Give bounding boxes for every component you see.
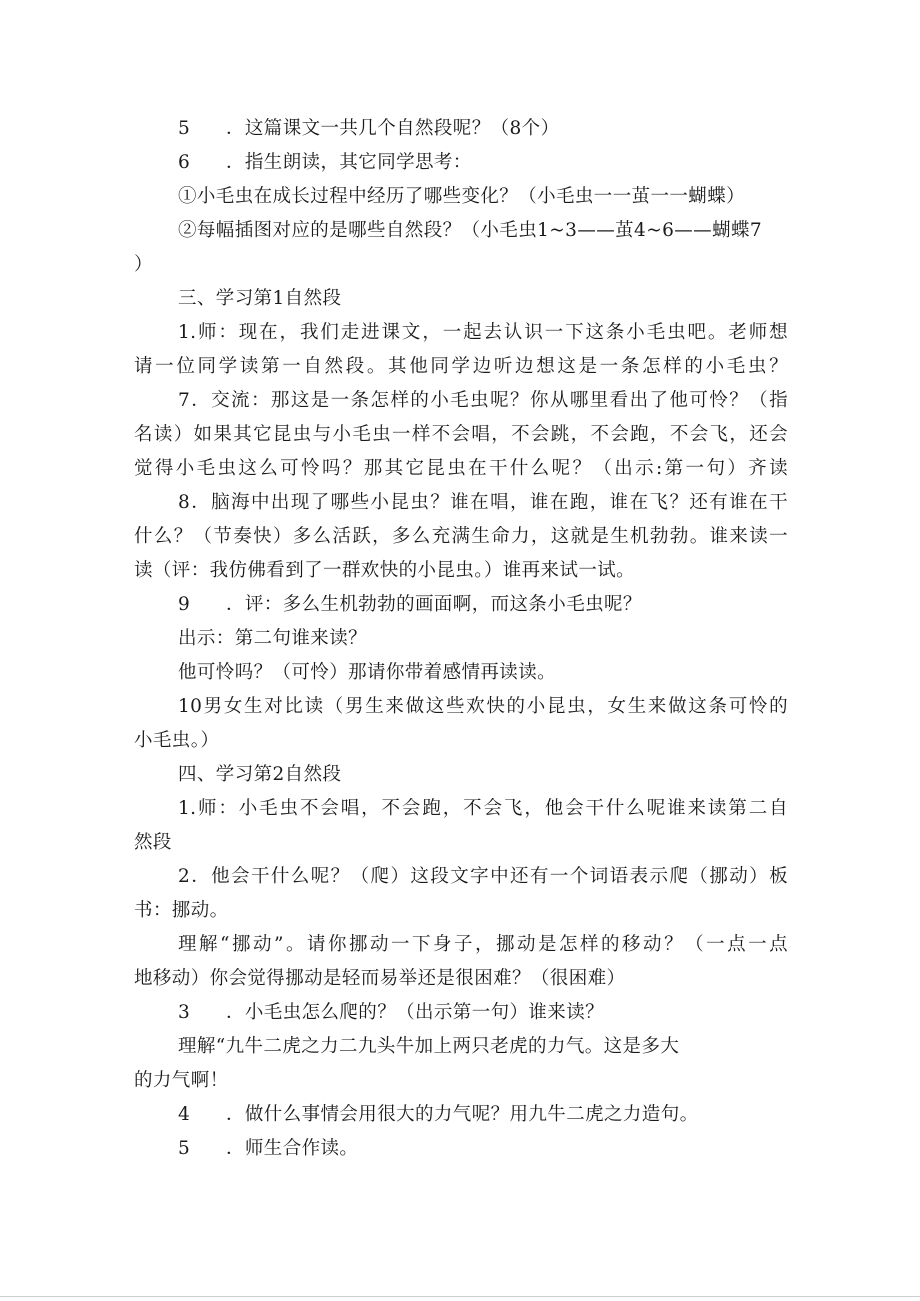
item-number: 5 xyxy=(178,118,191,139)
list-item xyxy=(178,150,472,176)
text-line: ） xyxy=(134,254,153,275)
text-line: 出示：第二句谁来读？ xyxy=(178,628,368,649)
section-heading: 四、学习第2自然段 xyxy=(178,764,342,785)
item-number: 5 xyxy=(178,1138,191,1159)
text-line: 的力气啊！ xyxy=(134,1070,229,1091)
item-number: 6 xyxy=(178,152,191,173)
text-line: 7．交流：那这是一条怎样的小毛虫呢？你从哪里看出了他可怜？（指 xyxy=(178,390,788,411)
text-line: 名读）如果其它昆虫与小毛虫一样不会唱，不会跳，不会跑，不会飞，还会 xyxy=(134,424,788,445)
item-text: ．小毛虫怎么爬的？（出示第一句）谁来读？ xyxy=(226,1002,605,1023)
section-heading: 三、学习第1自然段 xyxy=(178,288,342,309)
list-item xyxy=(178,1000,604,1026)
text-line: ②每幅插图对应的是哪些自然段？（小毛虫1~3——茧4~6——蝴蝶7 xyxy=(178,220,763,241)
text-line: 1.师：现在，我们走进课文，一起去认识一下这条小毛虫吧。老师想 xyxy=(178,322,788,343)
text-line: 他可怜吗？（可怜）那请你带着感情再读读。 xyxy=(178,662,557,683)
item-text: ．这篇课文一共几个自然段呢？（8个） xyxy=(226,118,560,139)
text-line: ①小毛虫在成长过程中经历了哪些变化？（小毛虫一一茧一一蝴蝶） xyxy=(178,186,746,207)
item-number: 4 xyxy=(178,1104,191,1125)
list-item xyxy=(178,1136,358,1162)
item-number: 9 xyxy=(178,594,191,615)
list-item xyxy=(178,592,642,618)
item-text: ．指生朗读，其它同学思考： xyxy=(226,152,472,173)
text-line: 10男女生对比读（男生来做这些欢快的小昆虫，女生来做这条可怜的 xyxy=(178,696,788,717)
page-divider xyxy=(0,1296,920,1297)
text-line: 1.师：小毛虫不会唱，不会跑，不会飞，他会干什么呢谁来读第二自 xyxy=(178,798,788,819)
text-line: 8．脑海中出现了哪些小昆虫？谁在唱，谁在跑，谁在飞？还有谁在干 xyxy=(178,492,788,513)
text-line: 理解“九牛二虎之力二九头牛加上两只老虎的力气。这是多大 xyxy=(178,1036,680,1057)
text-line: 理解“挪动”。请你挪动一下身子，挪动是怎样的移动？（一点一点 xyxy=(178,934,788,955)
text-line: 读（评：我仿佛看到了一群欢快的小昆虫。）谁再来试一试。 xyxy=(134,560,636,581)
text-line: 然段 xyxy=(134,832,172,853)
item-text: ．评：多么生机勃勃的画面啊，而这条小毛虫呢？ xyxy=(226,594,642,615)
item-text: ．做什么事情会用很大的力气呢？用九牛二虎之力造句。 xyxy=(226,1104,699,1125)
item-number: 3 xyxy=(178,1002,191,1023)
list-item xyxy=(178,1102,699,1128)
text-line: 小毛虫。） xyxy=(134,730,220,751)
text-line: 觉得小毛虫这么可怜吗？那其它昆虫在干什么呢？（出示:第一句）齐读 xyxy=(134,458,788,479)
text-line: 地移动）你会觉得挪动是轻而易举还是很困难？（很困难） xyxy=(134,968,626,989)
item-text: ．师生合作读。 xyxy=(226,1138,359,1159)
text-line: 书：挪动。 xyxy=(134,900,229,921)
text-line: 什么？（节奏快）多么活跃，多么充满生命力，这就是生机勃勃。谁来读一 xyxy=(134,526,788,547)
list-item xyxy=(178,116,559,142)
text-line: 请一位同学读第一自然段。其他同学边听边想这是一条怎样的小毛虫？ xyxy=(134,356,788,377)
text-line: 2．他会干什么呢？（爬）这段文字中还有一个词语表示爬（挪动）板 xyxy=(178,866,788,887)
